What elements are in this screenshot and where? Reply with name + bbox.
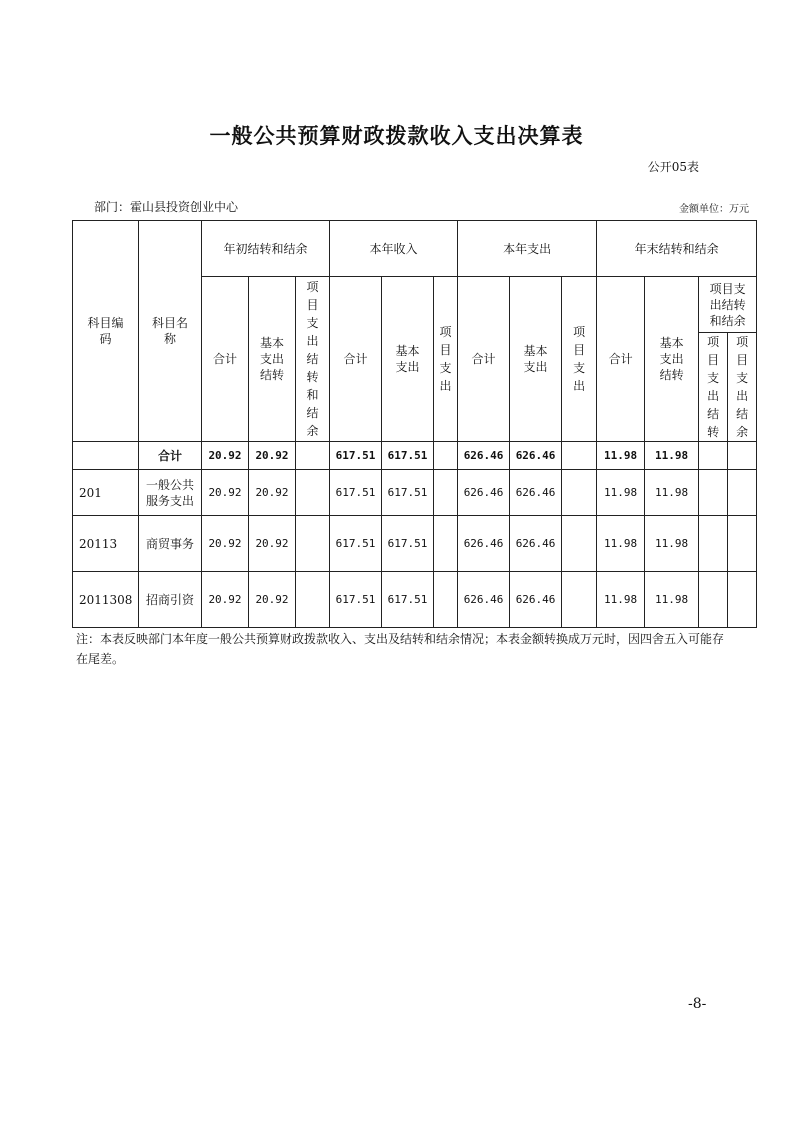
budget-table [72,220,757,628]
header-income-project: 项目支出 [434,277,458,442]
cell-open-proj [296,470,330,516]
cell-close-proj-surplus [728,516,757,572]
header-closing-basic: 基本支出结转 [645,277,699,442]
cell-inc-total: 617.51 [330,442,382,470]
cell-open-total: 20.92 [202,442,249,470]
cell-code: 2011308 [73,572,139,628]
header-expense-total: 合计 [458,277,510,442]
page-number: -8- [688,996,707,1012]
cell-close-proj-surplus [728,470,757,516]
header-income-total: 合计 [330,277,382,442]
cell-close-basic: 11.98 [645,572,699,628]
cell-close-basic: 11.98 [645,516,699,572]
cell-open-basic: 20.92 [249,572,296,628]
cell-name: 合计 [139,442,202,470]
cell-inc-basic: 617.51 [382,470,434,516]
header-income: 本年收入 [330,221,458,277]
cell-code [73,442,139,470]
cell-inc-total: 617.51 [330,470,382,516]
header-code: 科目编码 [73,221,139,442]
table-row-total [73,442,757,470]
cell-exp-total: 626.46 [458,572,510,628]
cell-code: 201 [73,470,139,516]
cell-close-proj-carry [699,516,728,572]
cell-close-proj-carry [699,572,728,628]
header-opening-total: 合计 [202,277,249,442]
cell-inc-total: 617.51 [330,516,382,572]
cell-close-total: 11.98 [597,442,645,470]
cell-close-basic: 11.98 [645,442,699,470]
table-row [73,516,757,572]
cell-open-proj [296,442,330,470]
cell-close-total: 11.98 [597,572,645,628]
cell-close-total: 11.98 [597,516,645,572]
cell-close-proj-carry [699,470,728,516]
cell-exp-proj [562,572,597,628]
header-expense-basic: 基本支出 [510,277,562,442]
cell-open-total: 20.92 [202,572,249,628]
cell-inc-basic: 617.51 [382,572,434,628]
header-name: 科目名称 [139,221,202,442]
cell-exp-total: 626.46 [458,442,510,470]
table-row [73,572,757,628]
header-income-basic: 基本支出 [382,277,434,442]
cell-inc-basic: 617.51 [382,442,434,470]
header-opening-basic: 基本支出结转 [249,277,296,442]
header-expense: 本年支出 [458,221,597,277]
header-closing-total: 合计 [597,277,645,442]
header-expense-project: 项目支出 [562,277,597,442]
cell-close-proj-carry [699,442,728,470]
cell-inc-basic: 617.51 [382,516,434,572]
cell-exp-basic: 626.46 [510,470,562,516]
cell-open-basic: 20.92 [249,442,296,470]
cell-name: 一般公共服务支出 [139,470,202,516]
cell-open-total: 20.92 [202,470,249,516]
cell-name: 招商引资 [139,572,202,628]
cell-inc-proj [434,442,458,470]
header-closing: 年末结转和结余 [597,221,757,277]
cell-close-proj-surplus [728,572,757,628]
cell-inc-proj [434,516,458,572]
header-closing-project: 项目支出结转和结余 [699,277,757,333]
cell-open-proj [296,572,330,628]
cell-open-basic: 20.92 [249,470,296,516]
form-code: 公开05表 [647,160,699,174]
header-row-1 [73,221,757,277]
cell-code: 20113 [73,516,139,572]
cell-exp-proj [562,442,597,470]
header-closing-project-surplus: 项目支出结余 [728,333,757,442]
header-opening-project: 项目支出结转和结余 [296,277,330,442]
header-closing-project-carry: 项目支出结转 [699,333,728,442]
cell-inc-total: 617.51 [330,572,382,628]
cell-inc-proj [434,470,458,516]
cell-exp-proj [562,516,597,572]
cell-open-proj [296,516,330,572]
cell-exp-basic: 626.46 [510,516,562,572]
cell-inc-proj [434,572,458,628]
cell-name: 商贸事务 [139,516,202,572]
cell-exp-proj [562,470,597,516]
cell-open-total: 20.92 [202,516,249,572]
header-opening: 年初结转和结余 [202,221,330,277]
cell-exp-total: 626.46 [458,516,510,572]
cell-open-basic: 20.92 [249,516,296,572]
document-title: 一般公共预算财政拨款收入支出决算表 [209,123,584,148]
table-row [73,470,757,516]
cell-exp-basic: 626.46 [510,572,562,628]
table-note: 注：本表反映部门本年度一般公共预算财政拨款收入、支出及结转和结余情况；本表金额转换成万元时，因四舍五入可能存在尾差。 [76,632,725,666]
unit-label: 金额单位：万元 [679,204,749,215]
cell-close-basic: 11.98 [645,470,699,516]
cell-exp-basic: 626.46 [510,442,562,470]
cell-close-proj-surplus [728,442,757,470]
cell-close-total: 11.98 [597,470,645,516]
cell-exp-total: 626.46 [458,470,510,516]
department-label: 部门：霍山县投资创业中心 [94,200,239,214]
